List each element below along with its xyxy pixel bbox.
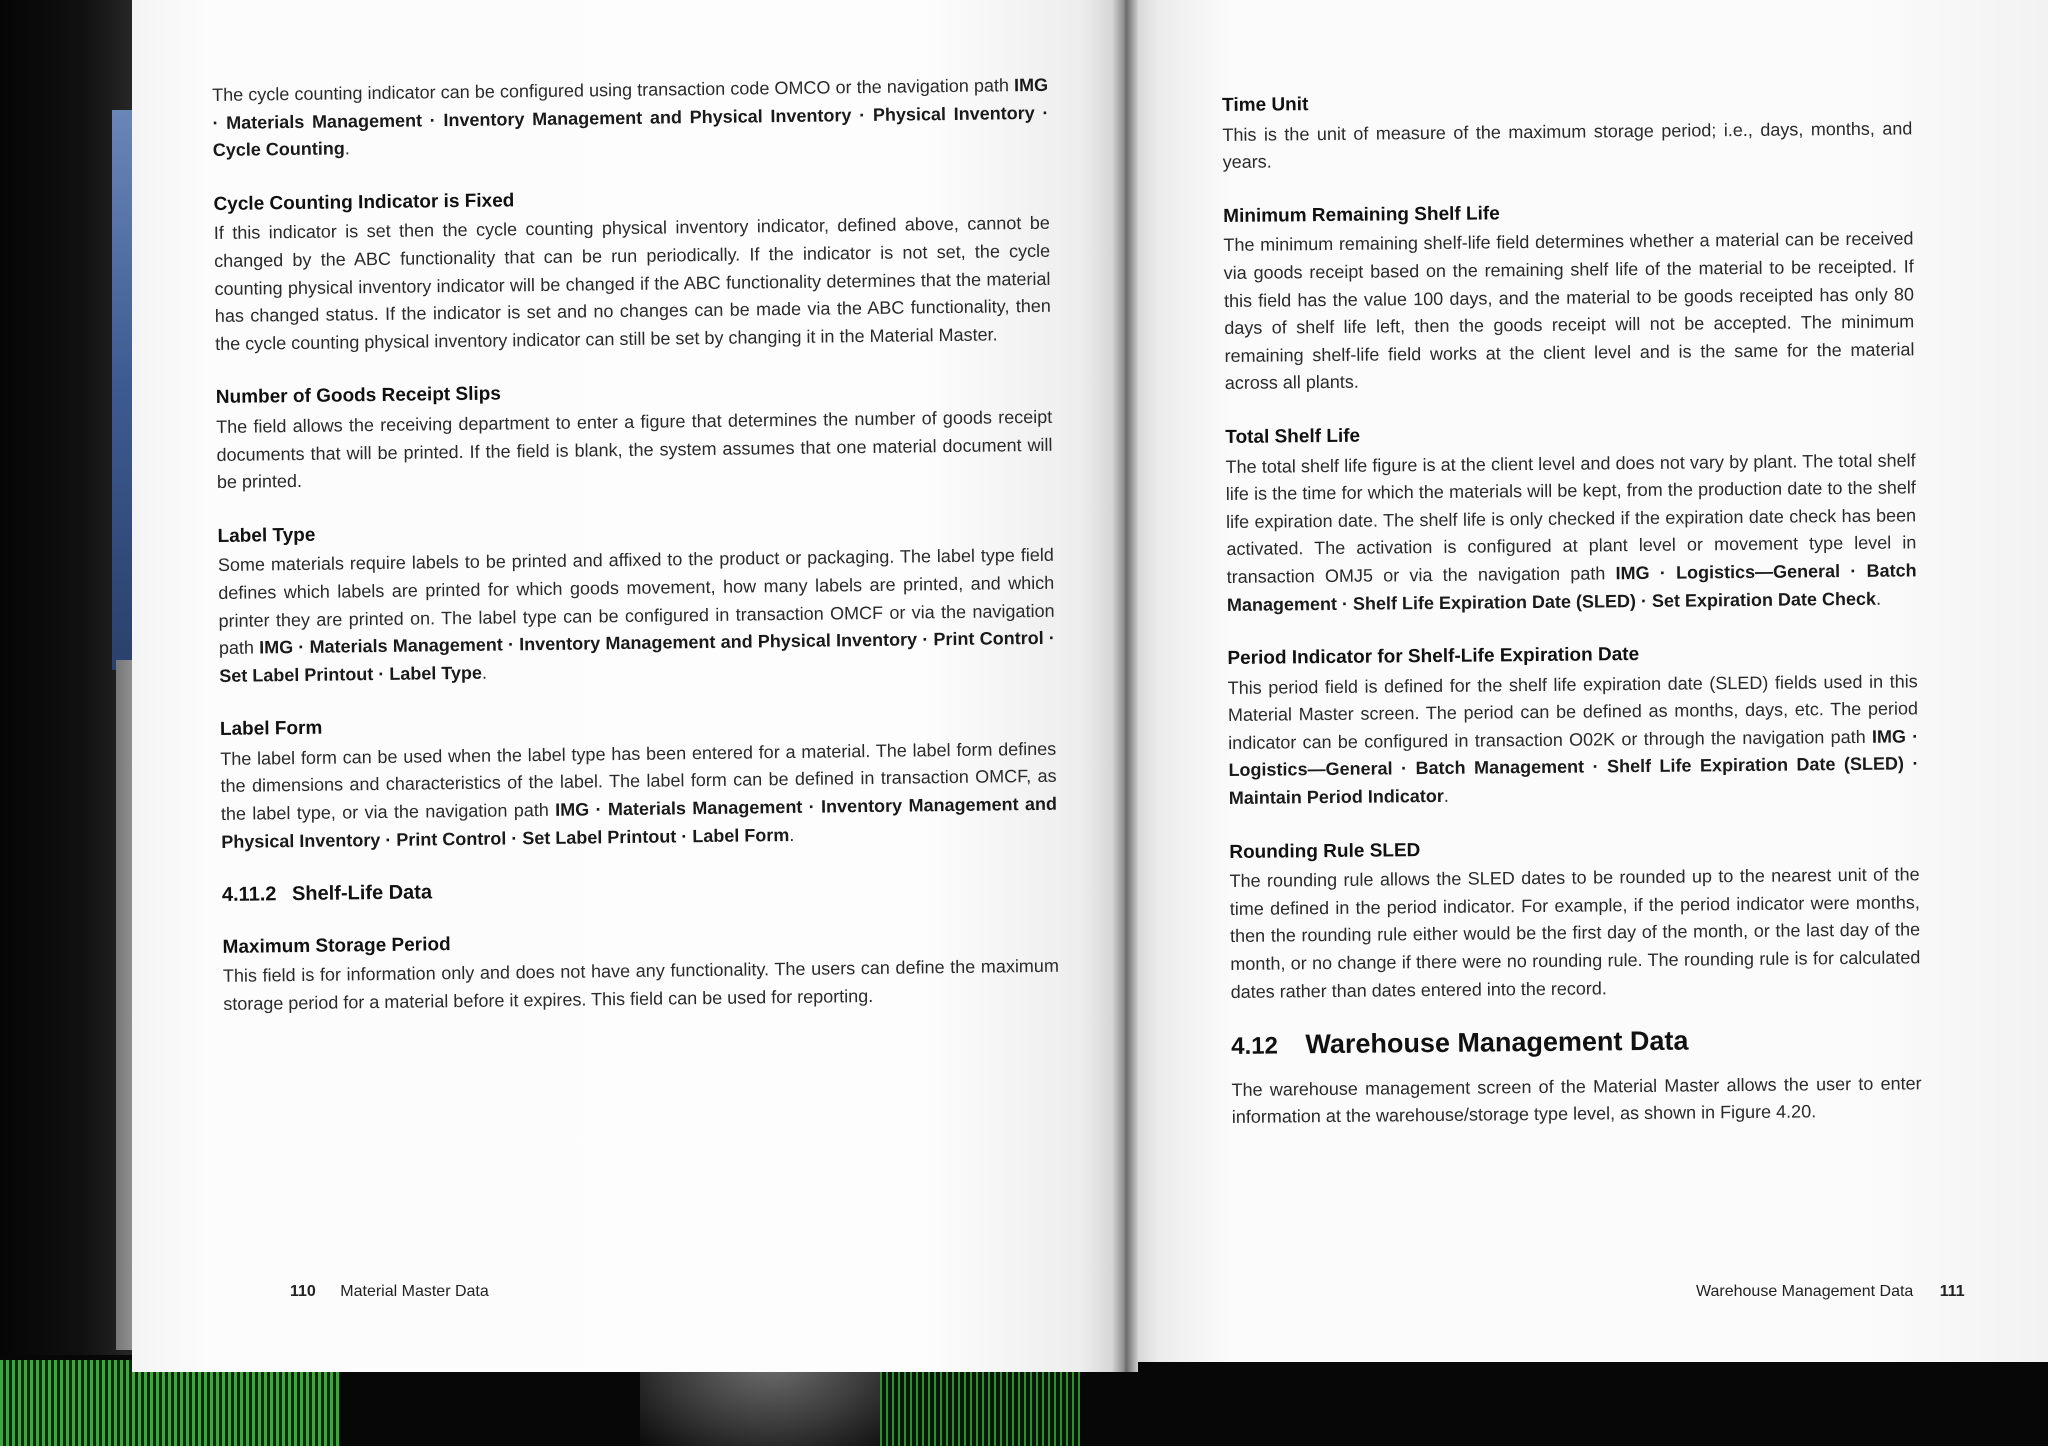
right-running-title: Warehouse Management Data — [1696, 1283, 1914, 1300]
subsection-title — [222, 872, 1058, 910]
right-page-text-column — [1222, 85, 1922, 1132]
section-paragraph — [1229, 862, 1920, 1007]
paragraph-text: . — [1875, 588, 1882, 609]
book-gutter — [1112, 0, 1138, 1372]
paragraph-text: . — [481, 662, 488, 683]
section-paragraph — [212, 72, 1049, 165]
section-heading: Rounding Rule SLED — [1229, 839, 1421, 863]
paragraph-text: The field allows the receiving department to enter a figure that determines the number of goods receipt documents that will be printed. If the field is blank, the system assumes that one material document will be printed. — [216, 406, 1053, 493]
left-page-sections-after — [222, 924, 1059, 1019]
paragraph-text: . — [1443, 785, 1449, 806]
section-paragraph — [223, 953, 1060, 1018]
section — [1229, 832, 1921, 1006]
section — [220, 706, 1058, 856]
section-heading: Label Form — [219, 717, 323, 741]
section — [1227, 638, 1919, 812]
section — [216, 374, 1053, 497]
section-paragraph — [218, 542, 1056, 690]
major-section-number: 4.12 — [1231, 1032, 1279, 1061]
scan-green-bars-right — [880, 1372, 1080, 1446]
navigation-path: IMG · Logistics—General · Batch Management · Shelf Life Expiration Date (SLED) · Set Expiration Date Check — [1226, 560, 1917, 615]
section-heading: Label Type — [217, 524, 316, 547]
section-heading: Time Unit — [1222, 94, 1309, 116]
left-page-number: 110 — [290, 1283, 316, 1300]
scan-thumb-shadow — [640, 1360, 900, 1446]
section — [1223, 196, 1915, 398]
section-paragraph — [216, 404, 1053, 497]
subsection-title-text: Shelf-Life Data — [291, 881, 433, 906]
section-paragraph — [1222, 115, 1912, 177]
paragraph-text: Some materials require labels to be printed and affixed to the product or packaging. The label type field defines which labels are printed for which goods movement, how many labels are printed, and which printer they are printed on. The label type can be configured in transaction OMCF or via the navigation path — [217, 545, 1055, 659]
left-page-sections — [212, 72, 1057, 856]
major-section-title — [1231, 1026, 1921, 1061]
section-paragraph — [214, 210, 1052, 358]
navigation-path: IMG · Logistics—General · Batch Management · Shelf Life Expiration Date (SLED) · Maintain Period Indicator — [1228, 726, 1919, 809]
paragraph-text: This field is for information only and does not have any functionality. The users can define the maximum storage period for a material before it expires. This field can be used for reporting. — [222, 956, 1059, 1014]
left-running-title: Material Master Data — [340, 1283, 489, 1300]
paragraph-text: The cycle counting indicator can be configured using transaction code OMCO or the navigation path — [212, 75, 1015, 105]
section — [1225, 417, 1917, 619]
navigation-path: IMG · Materials Management · Inventory Management and Physical Inventory · Print Control · Set Label Printout · Label Type — [219, 627, 1055, 686]
section — [1222, 85, 1913, 176]
section-paragraph — [1228, 668, 1919, 813]
section-paragraph — [1225, 447, 1917, 619]
section — [213, 181, 1051, 359]
paragraph-text: This period field is defined for the shelf life expiration date (SLED) fields used in this Material Master screen. The period can be defined as months, days, etc. The period indicator can be configured in transaction O02K or through the navigation path — [1227, 671, 1919, 753]
scan-green-bars — [0, 1360, 340, 1446]
paragraph-text: The label form can be used when the label type has been entered for a material. The label form defines the dimensions and characteristics of the label. The label form can be defined in transaction OMCF, as the label type, or via the navigation path — [220, 738, 1057, 825]
paragraph-text: . — [344, 138, 350, 159]
paragraph-text: If this indicator is set then the cycle counting physical inventory indicator, defined above, cannot be changed by the ABC functionality that can be run periodically. If the indicator is not set, the cycle counting physical inventory indicator will be changed if the ABC functionality determines that the material has changed status. If the indicator is set and no changes can be made via the ABC functionality, then the cycle counting physical inventory indicator can still be set by changing it in the Material Master. — [213, 213, 1051, 354]
navigation-path: IMG · Materials Management · Inventory Management and Physical Inventory · Print Control · Set Label Printout · Label Form — [221, 793, 1058, 852]
section-paragraph — [1223, 226, 1915, 398]
left-page-footer — [290, 1283, 489, 1301]
section-heading: Total Shelf Life — [1225, 425, 1361, 448]
section-heading: Maximum Storage Period — [222, 933, 451, 958]
section — [212, 72, 1049, 165]
major-section-title-text: Warehouse Management Data — [1305, 1025, 1689, 1060]
right-page-sections — [1222, 85, 1921, 1006]
right-page-footer — [1696, 1283, 1965, 1301]
section-heading: Cycle Counting Indicator is Fixed — [213, 190, 515, 215]
subsection-number: 4.11.2 — [221, 883, 277, 907]
section-heading: Number of Goods Receipt Slips — [215, 383, 502, 409]
right-page-number: 111 — [1939, 1283, 1965, 1300]
paragraph-text: The minimum remaining shelf-life field determines whether a material can be received via goods receipt based on the remaining shelf life of the material to be receipted. If this field has the value 100 days, and the material to be goods receipted has only 80 days of shelf life left, then the goods receipt will not be accepted. The minimum remaining shelf-life field works at the client level and is the same for the material across all plants. — [1223, 228, 1915, 394]
section — [217, 512, 1055, 690]
navigation-path: IMG · Materials Management · Inventory Management and Physical Inventory · Physical Inventory · Cycle Counting — [212, 74, 1049, 161]
section-paragraph — [220, 736, 1057, 857]
paragraph-text: The total shelf life figure is at the client level and does not vary by plant. The total shelf life is the time for which the materials will be kept, from the production date to the shelf life expiration date. The shelf life is only checked if the expiration date check has been activated. The activation is configured at plant level or movement type level in transaction OMJ5 or via the navigation path — [1225, 449, 1917, 587]
paragraph-text: The rounding rule allows the SLED dates to be rounded up to the nearest unit of the time defined in the period indicator. For example, if the period indicator were months, then the rounding rule either would be the first day of the month, or the last day of the month, or no change if there were no rounding rule. The rounding rule is for calculated dates rather than dates entered into the record. — [1229, 864, 1921, 1002]
section-heading: Minimum Remaining Shelf Life — [1223, 203, 1500, 227]
closing-paragraph: The warehouse management screen of the Material Master allows the user to enter information at the warehouse/storage type level, as shown in Figure 4.20. — [1231, 1073, 1922, 1128]
left-page-text-column — [212, 72, 1060, 1045]
paragraph-text: . — [789, 824, 795, 845]
section — [222, 924, 1059, 1019]
paragraph-text: This is the unit of measure of the maximum storage period; i.e., days, months, and years. — [1222, 117, 1913, 173]
section-heading: Period Indicator for Shelf-Life Expiration Date — [1227, 644, 1640, 670]
